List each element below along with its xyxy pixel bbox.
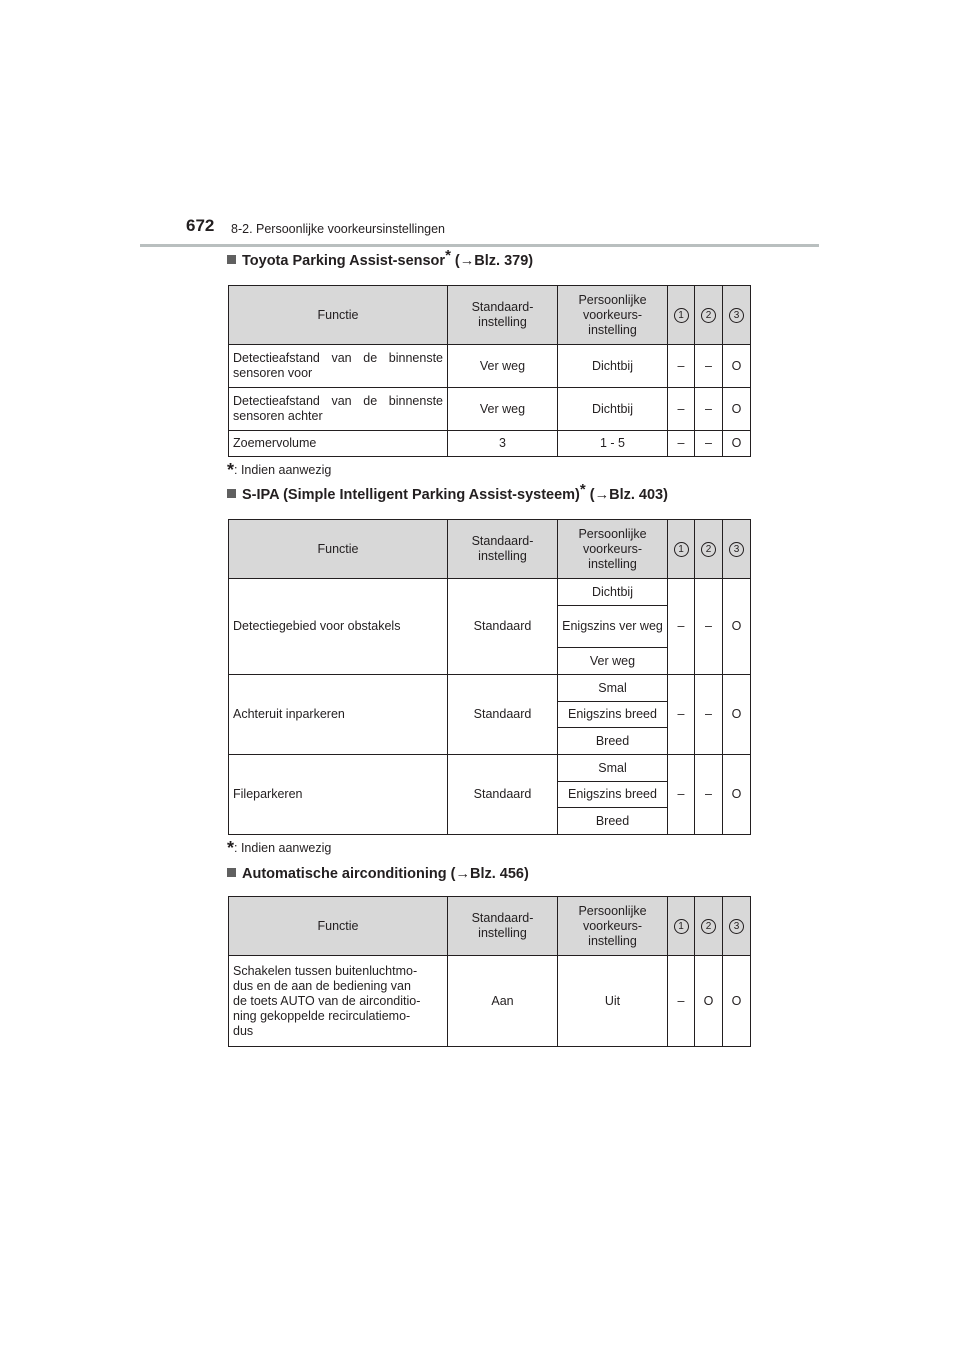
- table-row: [229, 675, 751, 702]
- cell-option: Enigszins breed: [558, 702, 668, 728]
- cell-c3: O: [723, 755, 751, 835]
- col-header-3: [723, 897, 751, 956]
- cell-c1: –: [668, 345, 695, 388]
- col-header-functie: Functie: [229, 520, 448, 579]
- cell-option: Smal: [558, 675, 668, 702]
- cell-c1: –: [668, 956, 695, 1047]
- square-bullet-icon: [227, 255, 236, 264]
- col-header-functie: Functie: [229, 897, 448, 956]
- col-header-persoonlijk: Persoonlijke voorkeurs- instelling: [558, 520, 668, 579]
- cell-option: Breed: [558, 728, 668, 755]
- cell-persoonlijk: Dichtbij: [558, 345, 668, 388]
- footnote-text: : Indien aanwezig: [234, 463, 332, 477]
- chapter-title: 8-2. Persoonlijke voorkeursinstellingen: [231, 222, 446, 236]
- footnote-star: *: [227, 460, 235, 480]
- cell-c2: –: [695, 675, 723, 755]
- cell-functie: Schakelen tussen buitenluchtmo- dus en de aan de bediening van de toets AUTO van de airconditio- ning gekoppelde recirculatiemo- dus: [229, 956, 448, 1047]
- col-header-persoonlijk: Persoonlijke voorkeurs- instelling: [558, 286, 668, 345]
- circled-number-3-icon: 3: [729, 542, 744, 557]
- col-header-1: [668, 897, 695, 956]
- footnote: [227, 460, 331, 481]
- settings-table-s-ipa: [228, 519, 751, 835]
- footnote-marker: *: [579, 481, 586, 498]
- table-header-row: [229, 286, 751, 345]
- cell-option: Breed: [558, 808, 668, 835]
- cell-c2: –: [695, 755, 723, 835]
- cell-c3: O: [723, 956, 751, 1047]
- circled-number-1-icon: 1: [674, 919, 689, 934]
- table-row: [229, 388, 751, 431]
- cell-option: Smal: [558, 755, 668, 782]
- cell-c2: –: [695, 431, 723, 457]
- table-row: [229, 956, 751, 1047]
- page-reference: (→Blz. 379): [450, 253, 534, 269]
- cell-c2: –: [695, 579, 723, 675]
- cell-standaard: Aan: [448, 956, 558, 1047]
- col-header-3: [723, 286, 751, 345]
- cell-persoonlijk: Uit: [558, 956, 668, 1047]
- cell-functie: Detectieafstand van de binnenste sensoren voor: [229, 345, 448, 388]
- col-header-2: [695, 897, 723, 956]
- section-heading-parking-sensor: [227, 247, 534, 269]
- cell-standaard: Ver weg: [448, 388, 558, 431]
- col-header-standaard: Standaard- instelling: [448, 897, 558, 956]
- circled-number-3-icon: 3: [729, 308, 744, 323]
- cell-option: Enigszins ver weg: [558, 606, 668, 648]
- col-header-standaard: Standaard- instelling: [448, 520, 558, 579]
- cell-c1: –: [668, 675, 695, 755]
- cell-c2: –: [695, 388, 723, 431]
- square-bullet-icon: [227, 868, 236, 877]
- cell-standaard: 3: [448, 431, 558, 457]
- cell-c1: –: [668, 579, 695, 675]
- circled-number-3-icon: 3: [729, 919, 744, 934]
- col-header-3: [723, 520, 751, 579]
- cell-c3: O: [723, 431, 751, 457]
- cell-option: Enigszins breed: [558, 782, 668, 808]
- col-header-functie: Functie: [229, 286, 448, 345]
- footnote: [227, 838, 331, 859]
- settings-table-airconditioning: [228, 896, 751, 1047]
- col-header-persoonlijk: Persoonlijke voorkeurs- instelling: [558, 897, 668, 956]
- section-title: Toyota Parking Assist-sensor: [242, 253, 446, 269]
- footnote-marker: *: [445, 247, 451, 264]
- square-bullet-icon: [227, 489, 236, 498]
- circled-number-2-icon: 2: [701, 542, 716, 557]
- cell-c1: –: [668, 755, 695, 835]
- col-header-1: [668, 286, 695, 345]
- cell-persoonlijk: Dichtbij: [558, 388, 668, 431]
- table-header-row: [229, 897, 751, 956]
- cell-standaard: Ver weg: [448, 345, 558, 388]
- cell-functie: Detectieafstand van de binnenste sensoren achter: [229, 388, 448, 431]
- table-row: [229, 345, 751, 388]
- table-header-row: [229, 520, 751, 579]
- table-row: [229, 431, 751, 457]
- circled-number-2-icon: 2: [701, 919, 716, 934]
- cell-c2: –: [695, 345, 723, 388]
- page-number: 672: [186, 216, 215, 235]
- col-header-1: [668, 520, 695, 579]
- section-heading-s-ipa: [227, 481, 668, 503]
- cell-c3: O: [723, 579, 751, 675]
- col-header-standaard: Standaard- instelling: [448, 286, 558, 345]
- cell-c3: O: [723, 388, 751, 431]
- cell-option: Ver weg: [558, 648, 668, 675]
- cell-standaard: Standaard: [448, 579, 558, 675]
- col-header-2: [695, 520, 723, 579]
- cell-standaard: Standaard: [448, 675, 558, 755]
- cell-c3: O: [723, 345, 751, 388]
- table-row: [229, 579, 751, 606]
- section-title: Automatische airconditioning: [242, 866, 447, 882]
- footnote-text: : Indien aanwezig: [234, 841, 332, 855]
- cell-functie: Detectiegebied voor obstakels: [229, 579, 448, 675]
- section-heading-airconditioning: [227, 866, 529, 882]
- circled-number-1-icon: 1: [674, 542, 689, 557]
- col-header-2: [695, 286, 723, 345]
- cell-c1: –: [668, 388, 695, 431]
- cell-c3: O: [723, 675, 751, 755]
- cell-functie: Zoemervolume: [229, 431, 448, 457]
- cell-standaard: Standaard: [448, 755, 558, 835]
- header-rule: [140, 244, 819, 247]
- cell-functie: Achteruit inparkeren: [229, 675, 448, 755]
- page-reference: (→Blz. 456): [446, 866, 529, 882]
- cell-functie: Fileparkeren: [229, 755, 448, 835]
- settings-table-parking-sensor: [228, 285, 751, 457]
- cell-c1: –: [668, 431, 695, 457]
- table-row: [229, 755, 751, 782]
- page-reference: (→Blz. 403): [585, 487, 668, 503]
- section-title: S-IPA (Simple Intelligent Parking Assist-systeem): [242, 487, 580, 503]
- cell-c2: O: [695, 956, 723, 1047]
- footnote-star: *: [227, 838, 235, 858]
- cell-option: Dichtbij: [558, 579, 668, 606]
- circled-number-1-icon: 1: [674, 308, 689, 323]
- circled-number-2-icon: 2: [701, 308, 716, 323]
- cell-persoonlijk: 1 - 5: [558, 431, 668, 457]
